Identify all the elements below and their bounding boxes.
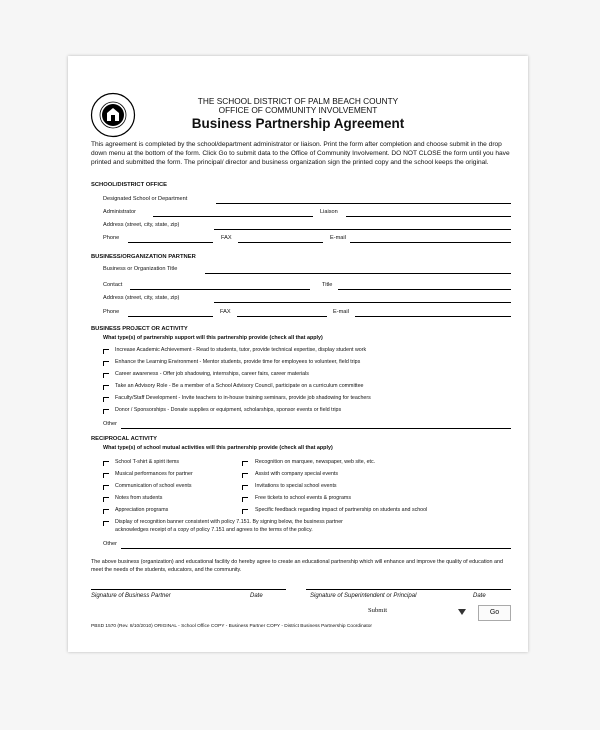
administrator-field[interactable] bbox=[153, 216, 313, 217]
project-section-heading: BUSINESS PROJECT OR ACTIVITY bbox=[91, 326, 188, 332]
reciprocal-option: Notes from students bbox=[115, 495, 163, 501]
reciprocal-option: Invitations to special school events bbox=[255, 483, 337, 489]
reciprocal-section-heading: RECIPROCAL ACTIVITY bbox=[91, 436, 158, 442]
reciprocal-other-label: Other bbox=[103, 541, 117, 547]
business-phone-field[interactable] bbox=[128, 316, 213, 317]
project-checkbox[interactable] bbox=[103, 373, 109, 378]
project-option: Donor / Sponsorships - Donate supplies or equipment, scholarships, sponsor events or field trips bbox=[115, 407, 342, 413]
reciprocal-other-field[interactable] bbox=[121, 548, 511, 549]
reciprocal-checkbox[interactable] bbox=[103, 521, 109, 526]
superintendent-signature-label: Signature of Superintendent or Principal bbox=[310, 593, 417, 599]
chevron-down-icon[interactable] bbox=[458, 609, 466, 615]
project-checkbox[interactable] bbox=[103, 409, 109, 414]
school-phone-label: Phone bbox=[103, 235, 120, 241]
reciprocal-checkbox[interactable] bbox=[103, 497, 109, 502]
business-address-label: Address (street, city, state, zip) bbox=[103, 295, 180, 301]
partner-date-label: Date bbox=[250, 593, 263, 599]
banner-option-line1: Display of recognition banner consistent with policy 7.151. By signing below, the business partner bbox=[115, 519, 343, 525]
school-email-field[interactable] bbox=[350, 242, 511, 243]
business-email-label: E-mail bbox=[333, 309, 349, 315]
school-email-label: E-mail bbox=[330, 235, 346, 241]
project-option: Career awareness - Offer job shadowing, internships, career fairs, career materials bbox=[115, 371, 309, 377]
business-name-field[interactable] bbox=[205, 273, 511, 274]
business-title-field[interactable] bbox=[338, 289, 511, 290]
reciprocal-option: Free tickets to school events & programs bbox=[255, 495, 351, 501]
reciprocal-option: Musical performances for partner bbox=[115, 471, 193, 477]
contact-label: Contact bbox=[103, 282, 123, 288]
project-option: Faculty/Staff Development - Invite teachers to in-house training seminars, provide job shadowing for teachers bbox=[115, 395, 371, 401]
reciprocal-option: Appreciation programs bbox=[115, 507, 169, 513]
reciprocal-checkbox[interactable] bbox=[103, 473, 109, 478]
instructions: This agreement is completed by the school/department administrator or liaison. Print the form after completion and choose submit in the drop down menu at the bottom of the form. Click Go to submit data to the Office of Community Involvement. DO NOT CLOSE the form until you have printed and submitted the form. The principal/ director and business organization sign the printed copy and the school keeps the original. bbox=[91, 141, 510, 166]
reciprocal-question: What type(s) of school mutual activities will this partnership provide (check all that apply) bbox=[103, 445, 333, 451]
school-address-field[interactable] bbox=[214, 229, 511, 230]
liaison-field[interactable] bbox=[346, 216, 511, 217]
business-title-label: Title bbox=[322, 282, 333, 288]
banner-option-line2: acknowledges receipt of a copy of policy 7.151 and agrees to the terms of the policy. bbox=[115, 527, 313, 533]
designated-field[interactable] bbox=[216, 203, 511, 204]
project-other-label: Other bbox=[103, 421, 117, 427]
project-checkbox[interactable] bbox=[103, 349, 109, 354]
project-other-field[interactable] bbox=[121, 428, 511, 429]
reciprocal-checkbox[interactable] bbox=[242, 473, 248, 478]
business-section-heading: BUSINESS/ORGANIZATION PARTNER bbox=[91, 254, 196, 260]
project-checkbox[interactable] bbox=[103, 397, 109, 402]
form-footer: PBSD 1570 (Rev. 8/10/2010) ORIGINAL - School Office COPY - Business Partner COPY - District Business Partnership Coordinator bbox=[91, 624, 373, 629]
contact-field[interactable] bbox=[130, 289, 310, 290]
district-name: THE SCHOOL DISTRICT OF PALM BEACH COUNTY bbox=[197, 96, 399, 106]
reciprocal-checkbox[interactable] bbox=[242, 497, 248, 502]
agreement-declaration: The above business (organization) and educational facility do hereby agree to create an educational partnership which will enhance and improve the quality of education and meet the needs of the students, educators, and the community. bbox=[91, 559, 504, 573]
business-fax-label: FAX bbox=[220, 309, 231, 315]
partner-signature-line[interactable] bbox=[91, 589, 286, 590]
reciprocal-checkbox[interactable] bbox=[103, 509, 109, 514]
reciprocal-checkbox[interactable] bbox=[103, 461, 109, 466]
superintendent-signature-line[interactable] bbox=[306, 589, 511, 590]
school-phone-field[interactable] bbox=[128, 242, 213, 243]
form-title: Business Partnership Agreement bbox=[191, 116, 405, 131]
reciprocal-option: Recognition on marquee, newspaper, web site, etc. bbox=[255, 459, 376, 465]
reciprocal-option: School T-shirt & spirit items bbox=[115, 459, 180, 465]
designated-label: Designated School or Department bbox=[103, 196, 188, 202]
school-section-heading: SCHOOL/DISTRICT OFFICE bbox=[91, 182, 168, 188]
business-name-label: Business or Organization Title bbox=[103, 266, 178, 272]
submit-dropdown[interactable]: Submit bbox=[368, 607, 388, 614]
project-checkbox[interactable] bbox=[103, 361, 109, 366]
reciprocal-checkbox[interactable] bbox=[242, 509, 248, 514]
partner-signature-label: Signature of Business Partner bbox=[91, 593, 171, 599]
school-address-label: Address (street, city, state, zip) bbox=[103, 222, 180, 228]
office-name: OFFICE OF COMMUNITY INVOLVEMENT bbox=[218, 105, 378, 115]
business-address-field[interactable] bbox=[214, 302, 511, 303]
go-button[interactable]: Go bbox=[478, 605, 511, 621]
form-page bbox=[68, 56, 528, 652]
project-option: Take an Advisory Role - Be a member of a School Advisory Council, participate on a curriculum committee bbox=[115, 383, 364, 389]
project-option: Enhance the Learning Environment - Mentor students, provide time for employees to volunteer, field trips bbox=[115, 359, 361, 365]
business-phone-label: Phone bbox=[103, 309, 120, 315]
project-option: Increase Academic Achievement - Read to students, tutor, provide technical expertise, display student work bbox=[115, 347, 367, 353]
reciprocal-checkbox[interactable] bbox=[242, 461, 248, 466]
project-question: What type(s) of partnership support will this partnership provide (check all that apply) bbox=[103, 335, 323, 341]
reciprocal-checkbox[interactable] bbox=[103, 485, 109, 490]
business-email-field[interactable] bbox=[355, 316, 511, 317]
school-fax-label: FAX bbox=[221, 235, 232, 241]
project-checkbox[interactable] bbox=[103, 385, 109, 390]
business-fax-field[interactable] bbox=[237, 316, 327, 317]
reciprocal-option: Assist with company special events bbox=[255, 471, 339, 477]
liaison-label: Liaison bbox=[320, 209, 338, 215]
reciprocal-checkbox[interactable] bbox=[242, 485, 248, 490]
superintendent-date-label: Date bbox=[473, 593, 486, 599]
reciprocal-option: Communication of school events bbox=[115, 483, 192, 489]
school-fax-field[interactable] bbox=[238, 242, 323, 243]
administrator-label: Administrator bbox=[103, 209, 136, 215]
reciprocal-option: Specific feedback regarding impact of partnership on students and school bbox=[255, 507, 428, 513]
